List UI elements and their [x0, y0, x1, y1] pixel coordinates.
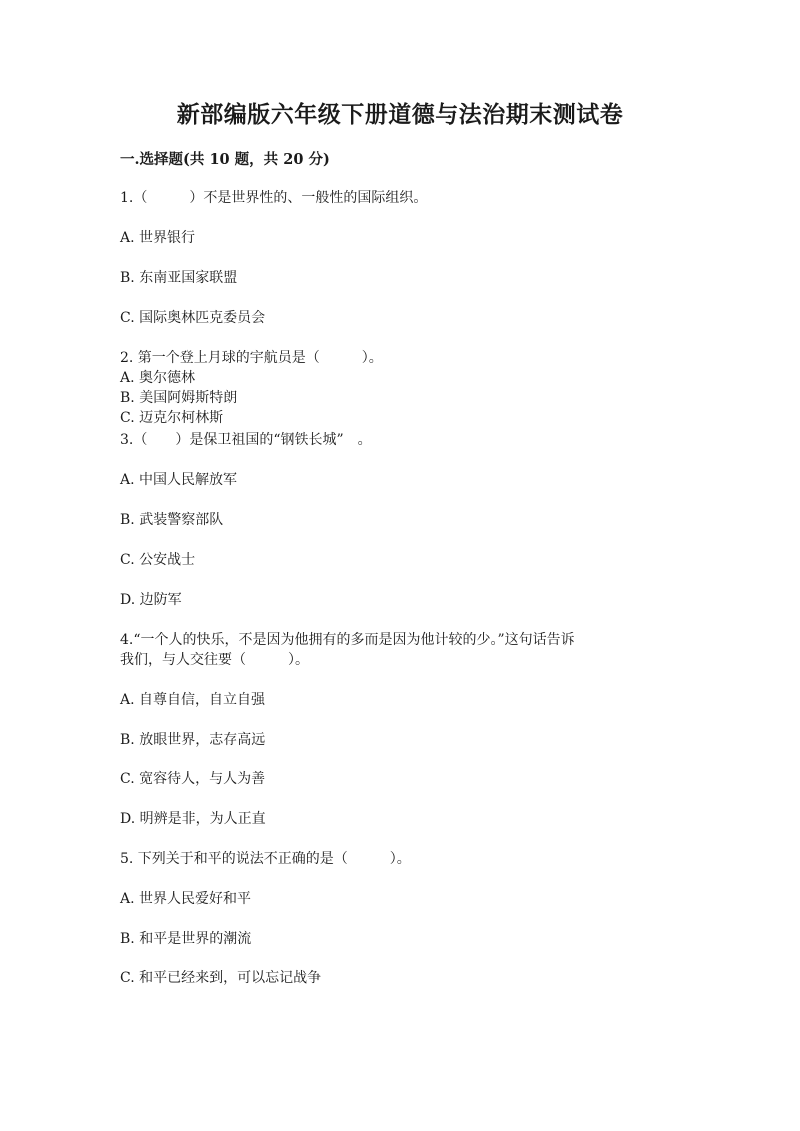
- option-b: B. 放眼世界，志存高远: [120, 732, 266, 748]
- option-a: A. 自尊自信，自立自强: [120, 692, 266, 708]
- option-c: C. 公安战士: [120, 552, 196, 568]
- option-b: B. 东南亚国家联盟: [120, 270, 238, 286]
- option-c: C. 迈克尔柯林斯: [120, 410, 224, 426]
- option-b: B. 和平是世界的潮流: [120, 931, 252, 947]
- document-title: 新部编版六年级下册道德与法治期末测试卷: [176, 101, 624, 128]
- option-c: C. 国际奥林匹克委员会: [120, 310, 266, 326]
- question-stem: 5. 下列关于和平的说法不正确的是（ ）。: [120, 851, 411, 867]
- question-stem-line-1: 4.“一个人的快乐，不是因为他拥有的多而是因为他计较的少。”这句话告诉: [120, 632, 575, 648]
- option-a: A. 中国人民解放军: [120, 472, 238, 488]
- option-d: D. 边防军: [120, 592, 182, 608]
- option-a: A. 世界银行: [120, 230, 196, 246]
- section-heading: 一.选择题(共 10 题，共 20 分): [120, 151, 330, 168]
- option-b: B. 武装警察部队: [120, 512, 224, 528]
- option-c: C. 和平已经来到，可以忘记战争: [120, 970, 322, 986]
- question-stem: 1.（ ）不是世界性的、一般性的国际组织。: [120, 190, 428, 206]
- question-stem-line-2: 我们，与人交往要（ ）。: [120, 652, 309, 668]
- option-b: B. 美国阿姆斯特朗: [120, 390, 238, 406]
- question-stem: 2. 第一个登上月球的宇航员是（ ）。: [120, 350, 383, 366]
- option-d: D. 明辨是非，为人正直: [120, 811, 266, 827]
- option-a: A. 世界人民爱好和平: [120, 891, 252, 907]
- option-a: A. 奥尔德林: [120, 370, 196, 386]
- question-stem: 3.（ ）是保卫祖国的“钢铁长城” 。: [120, 432, 372, 448]
- option-c: C. 宽容待人，与人为善: [120, 771, 266, 787]
